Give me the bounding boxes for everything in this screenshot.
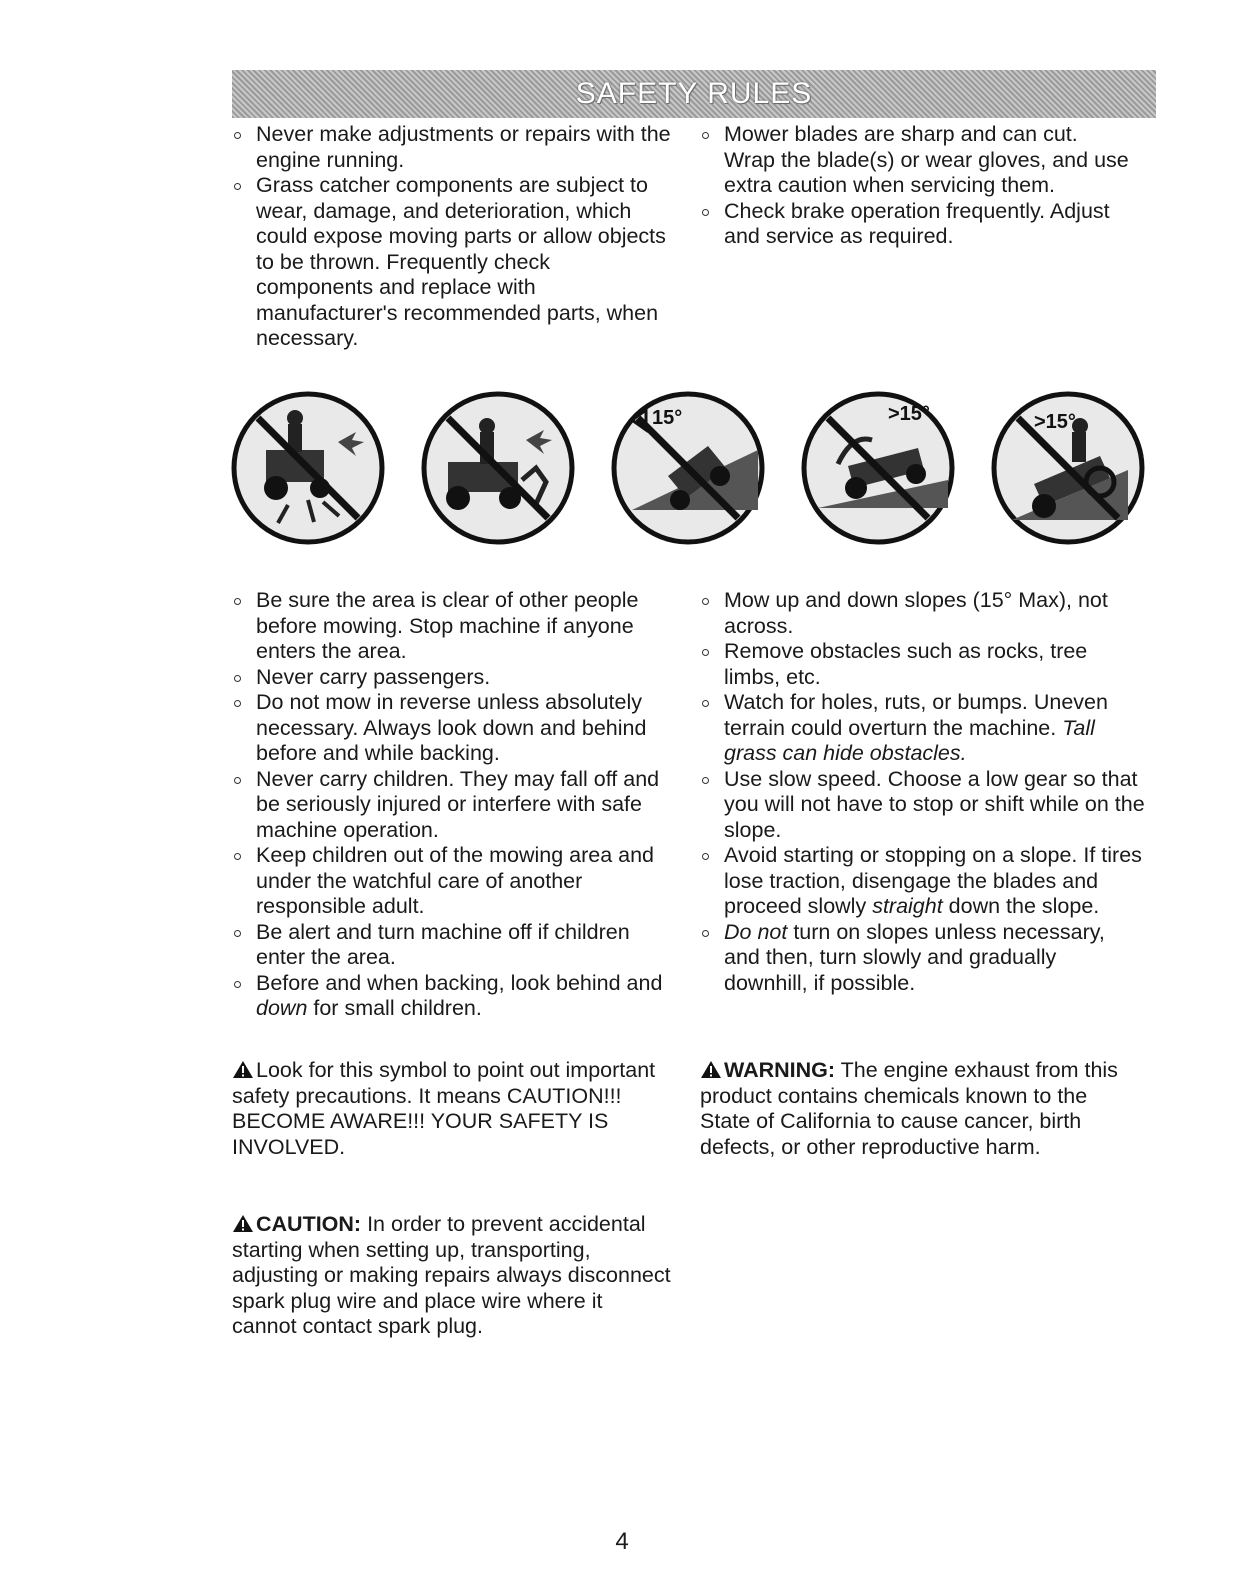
list-item: Do not mow in reverse unless absolutely necessary. Always look down and behind before and while backing. <box>232 690 677 767</box>
page-title: SAFETY RULES <box>575 77 813 110</box>
item-emphasis: Do not <box>724 919 788 944</box>
warning-text: The engine exhaust from this product contains chemicals known to the State of California to cause cancer, birth defects, or other reproductive harm. <box>700 1058 1118 1159</box>
mid-left-list <box>232 588 677 1022</box>
item-text: Before and when backing, look behind and <box>256 970 663 995</box>
item-emphasis: down <box>256 996 308 1020</box>
top-left-list <box>232 122 672 352</box>
mid-left-column <box>232 588 677 1022</box>
list-item: Remove obstacles such as rocks, tree limbs, etc. <box>700 639 1145 690</box>
safety-symbol-note <box>232 1058 672 1160</box>
item-text: down the slope. <box>942 894 1100 918</box>
no-steep-slope-up-icon <box>798 380 958 560</box>
list-item: Use slow speed. Choose a low gear so that you will not have to stop or shift while on the slope. <box>700 767 1145 844</box>
list-item: Mow up and down slopes (15° Max), not across. <box>700 588 1145 639</box>
note-text: Look for this symbol to point out important safety precautions. It means CAUTION!!! BECOME AWARE!!! YOUR SAFETY IS INVOLVED. <box>232 1058 656 1159</box>
slope-angle-label: 15° <box>652 407 683 429</box>
list-item: Never carry children. They may fall off and be seriously injured or interfere with safe machine operation. <box>232 767 677 844</box>
no-passengers-icon <box>418 380 578 560</box>
no-people-in-area-icon <box>228 380 388 560</box>
item-text: for small children. <box>307 996 482 1020</box>
item-text: Avoid starting or stopping on a slope. If tires lose traction, disengage the blades and proceed slowly <box>724 843 1142 918</box>
caution-note <box>232 1212 672 1340</box>
item-text: Watch for holes, ruts, or bumps. Uneven terrain could overturn the machine. <box>724 690 1108 740</box>
slope-angle-label: >15° <box>888 403 930 425</box>
slope-angle-label: >15° <box>1034 411 1076 433</box>
list-item: Check brake operation frequently. Adjust and service as required. <box>700 199 1130 250</box>
caution-label: CAUTION: <box>256 1212 362 1236</box>
no-steep-slope-side-icon <box>988 380 1148 560</box>
list-item <box>700 690 1145 767</box>
list-item: Keep children out of the mowing area and under the watchful care of another responsible adult. <box>232 843 677 920</box>
safety-pictograms <box>228 380 1148 560</box>
list-item <box>700 843 1145 920</box>
section-banner <box>232 70 1156 118</box>
list-item: Grass catcher components are subject to wear, damage, and deterioration, which could expose moving parts or allow objects to be thrown. Frequently check components and replace with manufacturer's recommended parts, when necessary. <box>232 173 672 352</box>
no-mowing-across-slope-icon <box>608 380 768 560</box>
list-item: Never carry passengers. <box>232 665 677 691</box>
list-item: Be sure the area is clear of other people before mowing. Stop machine if anyone enters the area. <box>232 588 677 665</box>
list-item <box>232 971 677 1022</box>
top-right-list <box>700 122 1130 250</box>
mid-right-list <box>700 588 1145 996</box>
warning-note <box>700 1058 1140 1160</box>
caution-text: In order to prevent accidental starting when setting up, transporting, adjusting or making repairs always disconnect spark plug wire and place wire where it cannot contact spark plug. <box>232 1212 671 1338</box>
safety-alert-icon <box>700 1060 722 1079</box>
item-emphasis: straight <box>872 894 943 918</box>
list-item: Never make adjustments or repairs with the engine running. <box>232 122 672 173</box>
list-item: Be alert and turn machine off if children enter the area. <box>232 920 677 971</box>
top-right-column <box>700 122 1130 250</box>
mid-right-column <box>700 588 1145 996</box>
top-left-column <box>232 122 672 352</box>
safety-alert-icon <box>232 1214 254 1233</box>
safety-alert-icon <box>232 1060 254 1079</box>
item-emphasis: Tall grass can hide obstacles. <box>724 715 1095 765</box>
list-item <box>700 920 1145 997</box>
item-text: turn on slopes unless necessary, and then, turn slowly and gradually downhill, if possible. <box>724 919 1105 995</box>
warning-label: WARNING: <box>724 1058 836 1082</box>
list-item: Mower blades are sharp and can cut. Wrap the blade(s) or wear gloves, and use extra caution when servicing them. <box>700 122 1130 199</box>
page-number: 4 <box>615 1528 629 1555</box>
